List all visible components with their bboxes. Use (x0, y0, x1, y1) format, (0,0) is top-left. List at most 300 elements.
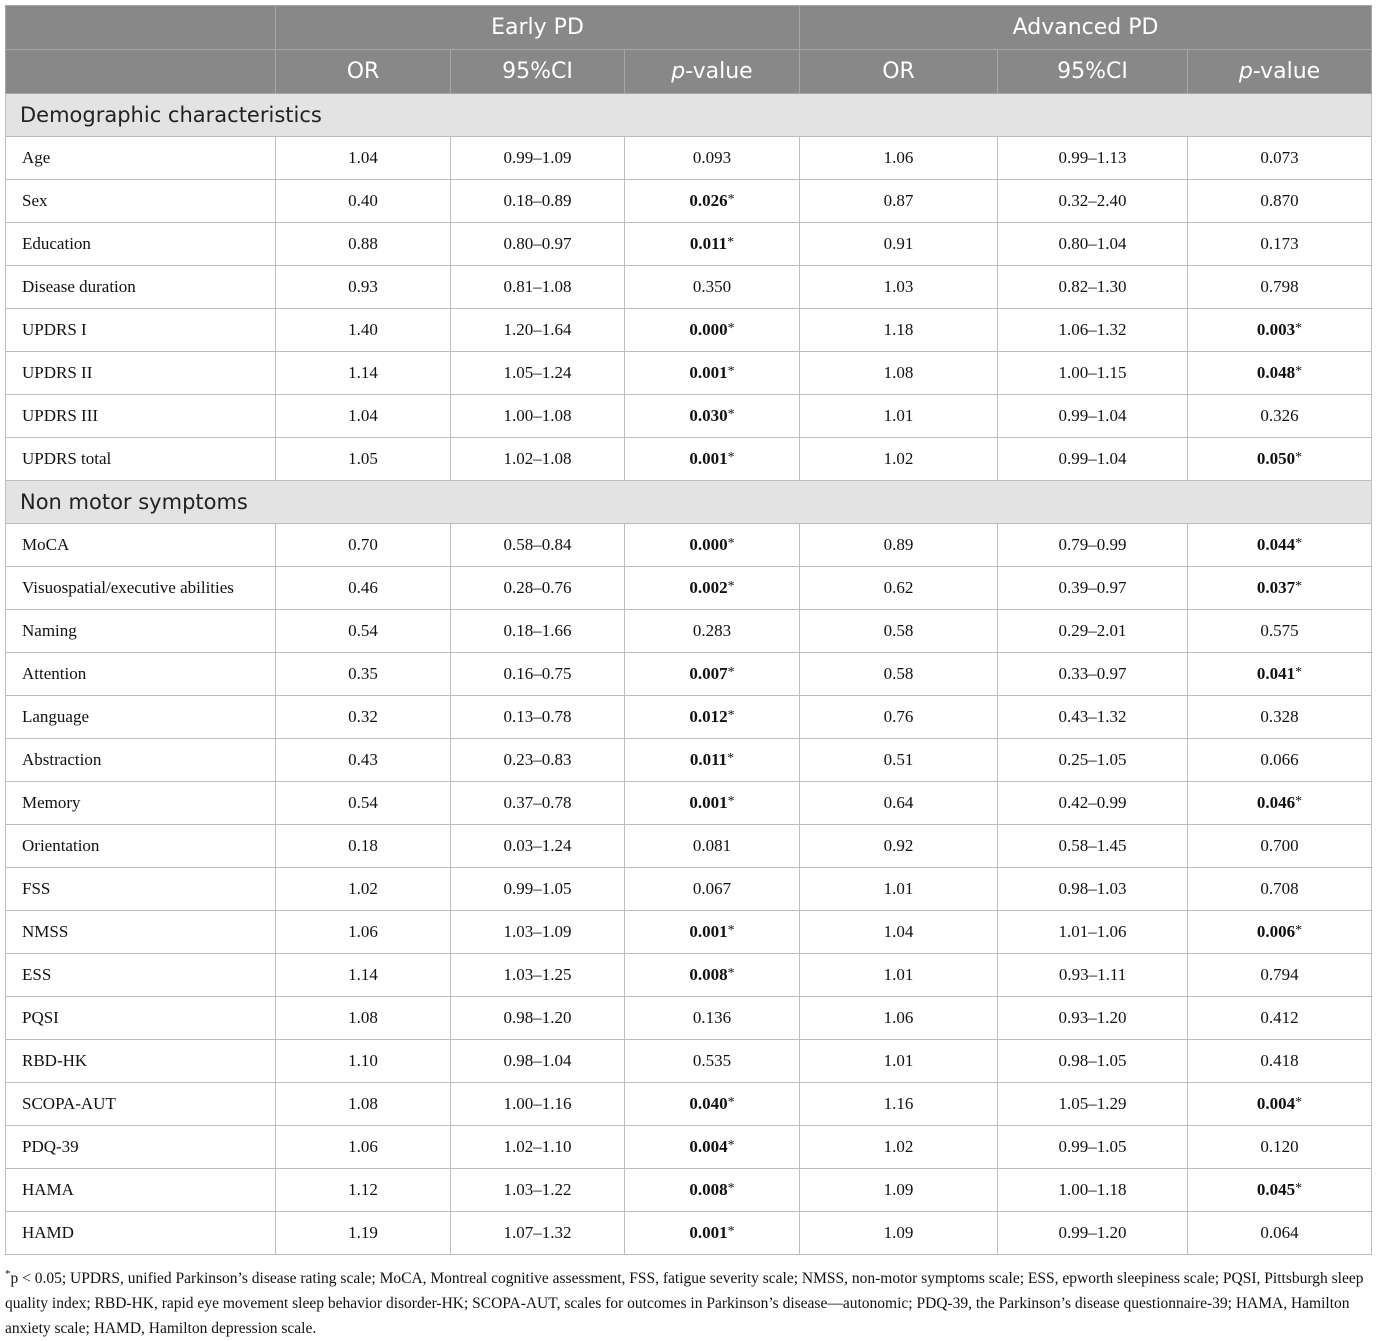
early-or-cell: 0.93 (276, 266, 451, 309)
early-ci-cell: 0.28–0.76 (451, 567, 625, 610)
early-or-cell: 1.04 (276, 137, 451, 180)
early-p-value-cell (625, 567, 800, 610)
p-value: 0.326 (1260, 406, 1299, 425)
p-value: 0.003 (1256, 320, 1296, 339)
table-row (6, 1040, 1372, 1083)
early-p-value-cell (625, 1169, 800, 1212)
early-ci-cell: 0.18–1.66 (451, 610, 625, 653)
p-value-suffix: -value (685, 59, 753, 84)
early-or-cell: 1.05 (276, 438, 451, 481)
advanced-or-cell: 0.91 (800, 223, 998, 266)
significance-marker: * (1295, 450, 1303, 465)
advanced-or-cell: 1.08 (800, 352, 998, 395)
advanced-p-value-cell (1188, 223, 1372, 266)
table-body (6, 94, 1372, 1255)
row-label: Visuospatial/executive abilities (6, 567, 276, 610)
early-ci-cell: 0.80–0.97 (451, 223, 625, 266)
advanced-p-value-cell (1188, 1169, 1372, 1212)
advanced-or-cell: 1.01 (800, 395, 998, 438)
row-label: UPDRS II (6, 352, 276, 395)
advanced-or-cell: 1.16 (800, 1083, 998, 1126)
early-or-cell: 1.06 (276, 1126, 451, 1169)
significance-marker: * (1295, 794, 1303, 809)
early-ci-cell: 0.99–1.05 (451, 868, 625, 911)
table-row (6, 1212, 1372, 1255)
early-or-cell: 1.14 (276, 352, 451, 395)
advanced-p-value-cell (1188, 395, 1372, 438)
advanced-p-value-cell (1188, 911, 1372, 954)
early-p-value-cell (625, 395, 800, 438)
early-p-value-cell (625, 739, 800, 782)
advanced-or-cell: 0.62 (800, 567, 998, 610)
advanced-ci-cell: 0.98–1.05 (998, 1040, 1188, 1083)
significance-marker: * (727, 579, 735, 594)
column-header-or: OR (800, 50, 998, 94)
advanced-ci-cell: 1.00–1.15 (998, 352, 1188, 395)
table-row (6, 739, 1372, 782)
early-ci-cell: 1.03–1.09 (451, 911, 625, 954)
table-row (6, 567, 1372, 610)
advanced-or-cell: 1.02 (800, 1126, 998, 1169)
table-row (6, 696, 1372, 739)
table-row (6, 1169, 1372, 1212)
early-ci-cell: 1.02–1.08 (451, 438, 625, 481)
early-ci-cell: 0.03–1.24 (451, 825, 625, 868)
p-value: 0.708 (1260, 879, 1299, 898)
advanced-or-cell: 0.58 (800, 610, 998, 653)
row-label: Language (6, 696, 276, 739)
advanced-p-value-cell (1188, 180, 1372, 223)
advanced-or-cell: 1.09 (800, 1212, 998, 1255)
p-value: 0.067 (692, 879, 732, 898)
advanced-p-value-cell (1188, 524, 1372, 567)
table-row (6, 954, 1372, 997)
significance-marker: * (727, 1095, 735, 1110)
table-row (6, 137, 1372, 180)
significance-marker: * (1295, 665, 1303, 680)
advanced-ci-cell: 0.99–1.13 (998, 137, 1188, 180)
advanced-p-value-cell (1188, 610, 1372, 653)
table-row (6, 1126, 1372, 1169)
advanced-or-cell: 1.18 (800, 309, 998, 352)
early-ci-cell: 0.81–1.08 (451, 266, 625, 309)
early-or-cell: 1.06 (276, 911, 451, 954)
advanced-ci-cell: 0.29–2.01 (998, 610, 1188, 653)
early-or-cell: 0.18 (276, 825, 451, 868)
row-label: Age (6, 137, 276, 180)
table-row (6, 1083, 1372, 1126)
results-table (5, 5, 1372, 1255)
p-value: 0.700 (1260, 836, 1299, 855)
column-header-ci: 95%CI (451, 50, 625, 94)
column-header-p-value (1188, 50, 1372, 94)
significance-marker: * (727, 708, 735, 723)
p-value: 0.026 (689, 191, 728, 210)
p-value: 0.575 (1260, 621, 1299, 640)
early-or-cell: 1.12 (276, 1169, 451, 1212)
p-value: 0.006 (1256, 922, 1296, 941)
p-italic: p (671, 59, 686, 84)
early-or-cell: 0.32 (276, 696, 451, 739)
early-ci-cell: 1.00–1.08 (451, 395, 625, 438)
early-ci-cell: 1.03–1.25 (451, 954, 625, 997)
early-p-value-cell (625, 180, 800, 223)
advanced-p-value-cell (1188, 739, 1372, 782)
early-p-value-cell (625, 438, 800, 481)
row-label: Disease duration (6, 266, 276, 309)
advanced-ci-cell: 0.93–1.11 (998, 954, 1188, 997)
advanced-p-value-cell (1188, 1083, 1372, 1126)
advanced-ci-cell: 0.58–1.45 (998, 825, 1188, 868)
p-value: 0.073 (1260, 148, 1299, 167)
advanced-or-cell: 1.06 (800, 997, 998, 1040)
early-or-cell: 1.08 (276, 997, 451, 1040)
early-p-value-cell (625, 1126, 800, 1169)
p-value: 0.535 (692, 1051, 732, 1070)
advanced-or-cell: 1.01 (800, 1040, 998, 1083)
row-label: PQSI (6, 997, 276, 1040)
table-row (6, 825, 1372, 868)
early-p-value-cell (625, 954, 800, 997)
p-value: 0.418 (1260, 1051, 1299, 1070)
advanced-p-value-cell (1188, 137, 1372, 180)
early-or-cell: 1.40 (276, 309, 451, 352)
row-label: Abstraction (6, 739, 276, 782)
advanced-p-value-cell (1188, 653, 1372, 696)
significance-marker: * (727, 665, 735, 680)
early-ci-cell: 1.00–1.16 (451, 1083, 625, 1126)
early-or-cell: 0.43 (276, 739, 451, 782)
significance-marker: * (727, 1181, 735, 1196)
advanced-ci-cell: 0.39–0.97 (998, 567, 1188, 610)
row-label: SCOPA-AUT (6, 1083, 276, 1126)
p-value: 0.011 (689, 234, 728, 253)
significance-marker: * (727, 321, 735, 336)
p-value: 0.045 (1256, 1180, 1296, 1199)
significance-marker: * (1295, 579, 1303, 594)
advanced-or-cell: 0.92 (800, 825, 998, 868)
p-value: 0.870 (1260, 191, 1299, 210)
significance-marker: * (1295, 1095, 1303, 1110)
p-value: 0.001 (689, 1223, 728, 1242)
advanced-ci-cell: 0.32–2.40 (998, 180, 1188, 223)
column-header-ci: 95%CI (998, 50, 1188, 94)
early-p-value-cell (625, 610, 800, 653)
early-or-cell: 0.88 (276, 223, 451, 266)
advanced-or-cell: 0.58 (800, 653, 998, 696)
significance-marker: * (1295, 321, 1303, 336)
advanced-ci-cell: 0.99–1.20 (998, 1212, 1188, 1255)
early-p-value-cell (625, 696, 800, 739)
p-value: 0.001 (689, 363, 728, 382)
advanced-ci-cell: 1.05–1.29 (998, 1083, 1188, 1126)
significance-marker: * (727, 794, 735, 809)
column-header-row (6, 50, 1372, 94)
early-p-value-cell (625, 868, 800, 911)
column-header-or: OR (276, 50, 451, 94)
early-ci-cell: 0.37–0.78 (451, 782, 625, 825)
advanced-p-value-cell (1188, 1126, 1372, 1169)
advanced-or-cell: 1.01 (800, 868, 998, 911)
advanced-ci-cell: 0.79–0.99 (998, 524, 1188, 567)
advanced-ci-cell: 0.98–1.03 (998, 868, 1188, 911)
header-empty-cell (6, 50, 276, 94)
early-ci-cell: 1.07–1.32 (451, 1212, 625, 1255)
advanced-ci-cell: 0.43–1.32 (998, 696, 1188, 739)
advanced-or-cell: 0.89 (800, 524, 998, 567)
advanced-or-cell: 1.04 (800, 911, 998, 954)
advanced-p-value-cell (1188, 1040, 1372, 1083)
p-value: 0.798 (1260, 277, 1299, 296)
early-ci-cell: 0.98–1.04 (451, 1040, 625, 1083)
row-label: FSS (6, 868, 276, 911)
advanced-or-cell: 1.09 (800, 1169, 998, 1212)
row-label: Attention (6, 653, 276, 696)
significance-marker: * (1295, 364, 1303, 379)
early-ci-cell: 1.02–1.10 (451, 1126, 625, 1169)
footnote-marker: * (5, 1268, 11, 1280)
early-ci-cell: 0.13–0.78 (451, 696, 625, 739)
significance-marker: * (727, 966, 735, 981)
section-title: Non motor symptoms (6, 481, 1372, 524)
table-row (6, 438, 1372, 481)
early-ci-cell: 1.20–1.64 (451, 309, 625, 352)
p-value: 0.000 (689, 320, 728, 339)
row-label: UPDRS I (6, 309, 276, 352)
table-row (6, 309, 1372, 352)
early-p-value-cell (625, 137, 800, 180)
p-value: 0.136 (692, 1008, 732, 1027)
p-value: 0.093 (692, 148, 732, 167)
advanced-p-value-cell (1188, 825, 1372, 868)
p-value: 0.008 (689, 965, 728, 984)
p-value: 0.040 (689, 1094, 728, 1113)
advanced-p-value-cell (1188, 309, 1372, 352)
advanced-ci-cell: 1.00–1.18 (998, 1169, 1188, 1212)
early-p-value-cell (625, 352, 800, 395)
p-value: 0.004 (1256, 1094, 1296, 1113)
advanced-or-cell: 0.87 (800, 180, 998, 223)
p-value: 0.041 (1256, 664, 1296, 683)
table-header (6, 6, 1372, 94)
significance-marker: * (727, 1138, 735, 1153)
advanced-ci-cell: 0.99–1.04 (998, 438, 1188, 481)
p-value: 0.283 (692, 621, 732, 640)
significance-marker: * (727, 751, 735, 766)
section-row (6, 481, 1372, 524)
row-label: Sex (6, 180, 276, 223)
p-value: 0.066 (1260, 750, 1299, 769)
advanced-or-cell: 1.01 (800, 954, 998, 997)
row-label: MoCA (6, 524, 276, 567)
table-row (6, 868, 1372, 911)
early-ci-cell: 0.58–0.84 (451, 524, 625, 567)
group-header-row (6, 6, 1372, 50)
early-p-value-cell (625, 997, 800, 1040)
section-title: Demographic characteristics (6, 94, 1372, 137)
early-p-value-cell (625, 825, 800, 868)
table-row (6, 997, 1372, 1040)
advanced-p-value-cell (1188, 1212, 1372, 1255)
advanced-ci-cell: 0.80–1.04 (998, 223, 1188, 266)
advanced-ci-cell: 0.99–1.04 (998, 395, 1188, 438)
significance-marker: * (727, 235, 735, 250)
p-italic: p (1238, 59, 1253, 84)
early-p-value-cell (625, 1083, 800, 1126)
significance-marker: * (727, 192, 735, 207)
early-or-cell: 1.08 (276, 1083, 451, 1126)
significance-marker: * (727, 407, 735, 422)
early-ci-cell: 1.03–1.22 (451, 1169, 625, 1212)
p-value: 0.081 (692, 836, 732, 855)
advanced-or-cell: 0.51 (800, 739, 998, 782)
row-label: NMSS (6, 911, 276, 954)
advanced-p-value-cell (1188, 782, 1372, 825)
early-or-cell: 0.70 (276, 524, 451, 567)
p-value: 0.012 (689, 707, 728, 726)
group-header-early-pd: Early PD (276, 6, 800, 50)
table-row (6, 653, 1372, 696)
early-p-value-cell (625, 266, 800, 309)
advanced-p-value-cell (1188, 954, 1372, 997)
advanced-ci-cell: 0.25–1.05 (998, 739, 1188, 782)
table-footnote (5, 1262, 1371, 1341)
advanced-or-cell: 1.06 (800, 137, 998, 180)
p-value: 0.000 (689, 535, 728, 554)
advanced-ci-cell: 0.42–0.99 (998, 782, 1188, 825)
row-label: Memory (6, 782, 276, 825)
p-value: 0.001 (689, 922, 728, 941)
table-row (6, 782, 1372, 825)
advanced-ci-cell: 0.93–1.20 (998, 997, 1188, 1040)
early-ci-cell: 0.99–1.09 (451, 137, 625, 180)
advanced-p-value-cell (1188, 438, 1372, 481)
significance-marker: * (1295, 536, 1303, 551)
early-p-value-cell (625, 524, 800, 567)
significance-marker: * (1295, 1181, 1303, 1196)
early-p-value-cell (625, 782, 800, 825)
table-row (6, 911, 1372, 954)
table-row (6, 352, 1372, 395)
advanced-p-value-cell (1188, 266, 1372, 309)
table-row (6, 395, 1372, 438)
early-ci-cell: 0.16–0.75 (451, 653, 625, 696)
row-label: Naming (6, 610, 276, 653)
p-value: 0.794 (1260, 965, 1299, 984)
p-value: 0.030 (689, 406, 728, 425)
row-label: UPDRS III (6, 395, 276, 438)
p-value: 0.044 (1256, 535, 1296, 554)
p-value: 0.064 (1260, 1223, 1299, 1242)
advanced-ci-cell: 1.01–1.06 (998, 911, 1188, 954)
row-label: PDQ-39 (6, 1126, 276, 1169)
advanced-p-value-cell (1188, 567, 1372, 610)
advanced-p-value-cell (1188, 352, 1372, 395)
p-value: 0.001 (689, 449, 728, 468)
advanced-p-value-cell (1188, 868, 1372, 911)
advanced-p-value-cell (1188, 997, 1372, 1040)
early-or-cell: 0.35 (276, 653, 451, 696)
early-or-cell: 1.10 (276, 1040, 451, 1083)
early-or-cell: 0.46 (276, 567, 451, 610)
early-or-cell: 0.54 (276, 610, 451, 653)
p-value: 0.002 (689, 578, 728, 597)
p-value: 0.008 (689, 1180, 728, 1199)
p-value-suffix: -value (1252, 59, 1321, 84)
header-empty-cell (6, 6, 276, 50)
table-row (6, 610, 1372, 653)
early-ci-cell: 0.98–1.20 (451, 997, 625, 1040)
advanced-or-cell: 0.64 (800, 782, 998, 825)
table-row (6, 180, 1372, 223)
advanced-ci-cell: 0.99–1.05 (998, 1126, 1188, 1169)
group-header-advanced-pd: Advanced PD (800, 6, 1372, 50)
advanced-or-cell: 0.76 (800, 696, 998, 739)
p-value: 0.328 (1260, 707, 1299, 726)
early-or-cell: 0.54 (276, 782, 451, 825)
significance-marker: * (727, 536, 735, 551)
p-value: 0.011 (689, 750, 728, 769)
table-row (6, 223, 1372, 266)
table-row (6, 524, 1372, 567)
advanced-ci-cell: 0.82–1.30 (998, 266, 1188, 309)
footnote-text: p < 0.05; UPDRS, unified Parkinson’s disease rating scale; MoCA, Montreal cognitive assessment, FSS, fatigue severity scale; NMSS, non-motor symptoms scale; ESS, epworth sleepiness scale; PQSI, Pittsburgh sleep quality index; RBD-HK, rapid eye movement sleep behavior disorder-HK; SCOPA-AUT, scales for outcomes in Parkinson’s disease—autonomic; PDQ-39, the Parkinson’s disease questionnaire-39; HAMA, Hamilton anxiety scale; HAMD, Hamilton depression scale. (5, 1270, 1364, 1338)
early-p-value-cell (625, 223, 800, 266)
p-value: 0.007 (689, 664, 728, 683)
early-p-value-cell (625, 1212, 800, 1255)
row-label: Orientation (6, 825, 276, 868)
p-value: 0.412 (1260, 1008, 1299, 1027)
p-value: 0.120 (1260, 1137, 1299, 1156)
row-label: ESS (6, 954, 276, 997)
advanced-ci-cell: 1.06–1.32 (998, 309, 1188, 352)
p-value: 0.350 (692, 277, 732, 296)
p-value: 0.048 (1256, 363, 1296, 382)
significance-marker: * (727, 364, 735, 379)
advanced-or-cell: 1.03 (800, 266, 998, 309)
row-label: HAMA (6, 1169, 276, 1212)
advanced-or-cell: 1.02 (800, 438, 998, 481)
table-row (6, 266, 1372, 309)
early-ci-cell: 1.05–1.24 (451, 352, 625, 395)
significance-marker: * (727, 923, 735, 938)
early-or-cell: 1.02 (276, 868, 451, 911)
early-or-cell: 1.04 (276, 395, 451, 438)
early-p-value-cell (625, 1040, 800, 1083)
early-or-cell: 1.14 (276, 954, 451, 997)
row-label: RBD-HK (6, 1040, 276, 1083)
early-ci-cell: 0.23–0.83 (451, 739, 625, 782)
p-value: 0.173 (1260, 234, 1299, 253)
early-p-value-cell (625, 309, 800, 352)
advanced-ci-cell: 0.33–0.97 (998, 653, 1188, 696)
p-value: 0.037 (1256, 578, 1296, 597)
row-label: Education (6, 223, 276, 266)
row-label: UPDRS total (6, 438, 276, 481)
early-p-value-cell (625, 911, 800, 954)
p-value: 0.001 (689, 793, 728, 812)
column-header-p-value (625, 50, 800, 94)
early-or-cell: 0.40 (276, 180, 451, 223)
early-or-cell: 1.19 (276, 1212, 451, 1255)
p-value: 0.046 (1256, 793, 1296, 812)
significance-marker: * (727, 450, 735, 465)
early-p-value-cell (625, 653, 800, 696)
significance-marker: * (727, 1224, 735, 1239)
significance-marker: * (1295, 923, 1303, 938)
row-label: HAMD (6, 1212, 276, 1255)
early-ci-cell: 0.18–0.89 (451, 180, 625, 223)
